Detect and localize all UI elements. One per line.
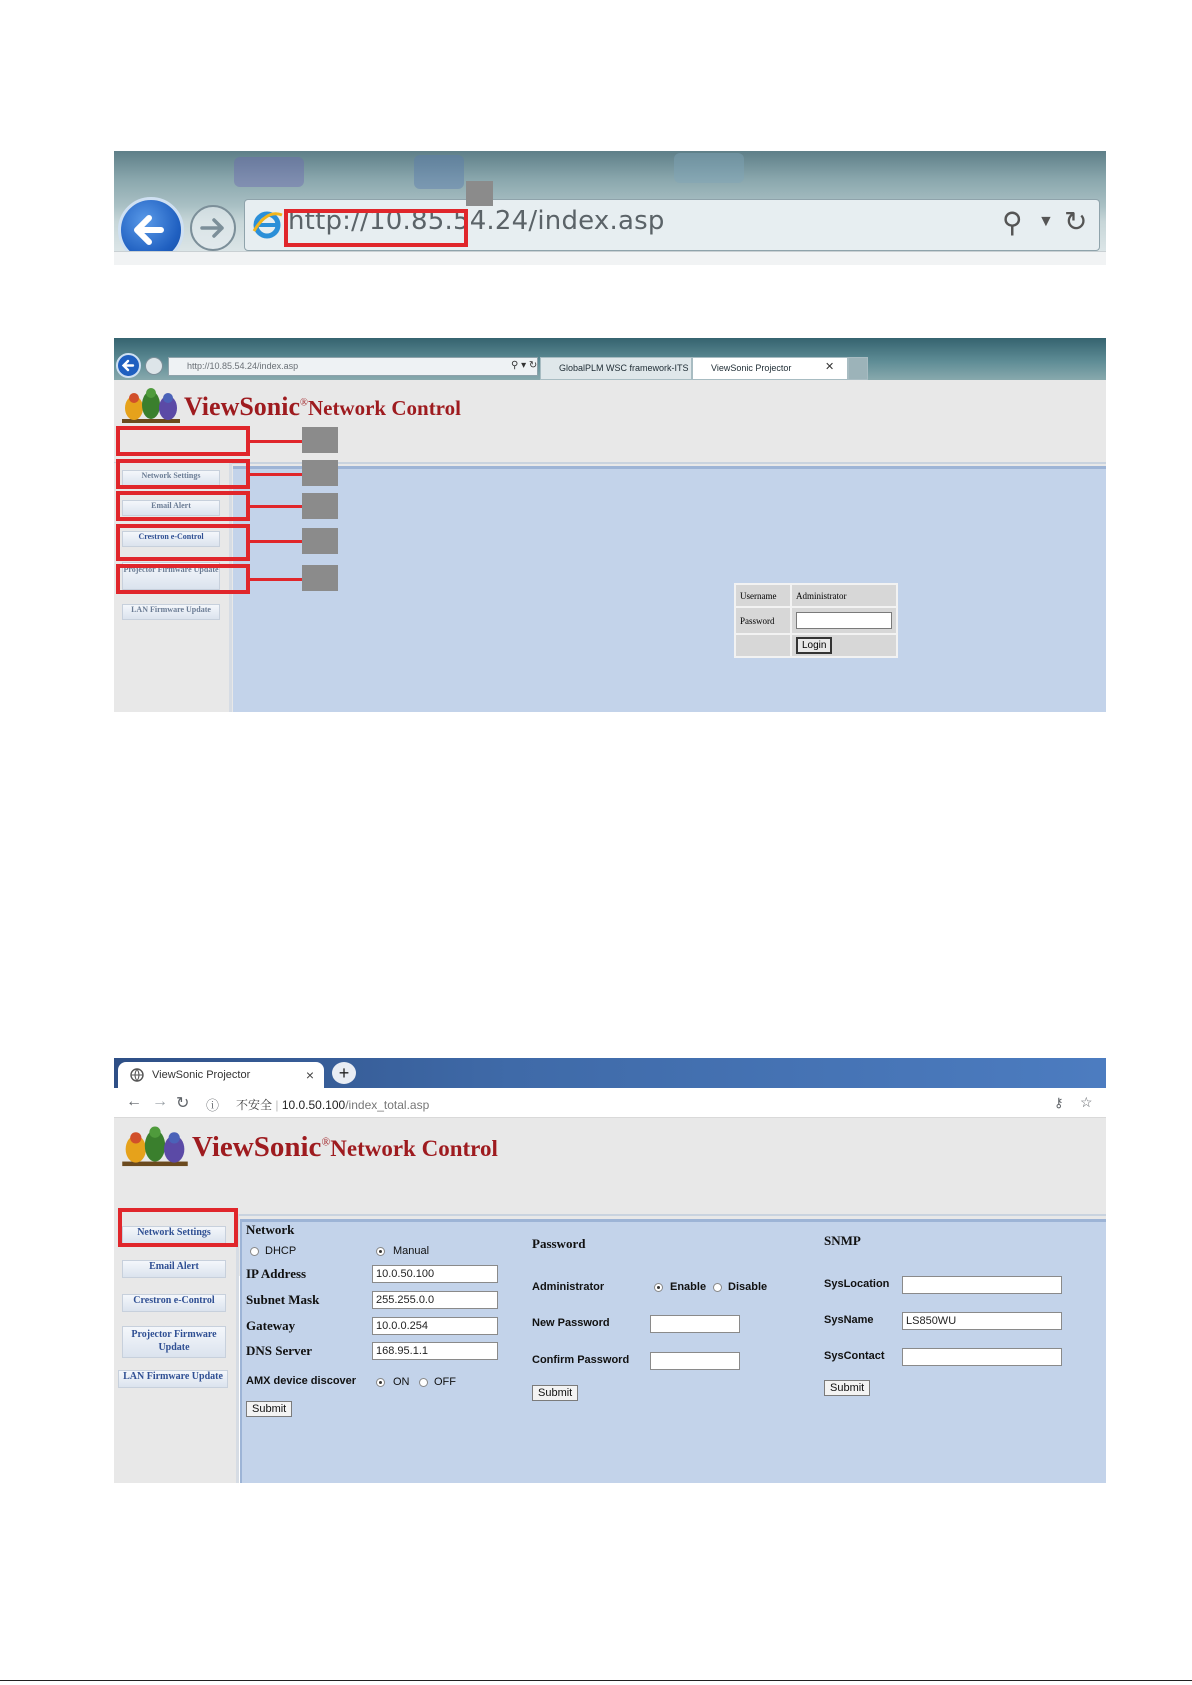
address-bar-screenshot: [114, 151, 1106, 265]
logo-brand: ViewSonic: [184, 392, 301, 421]
key-icon[interactable]: ⚷: [1054, 1095, 1064, 1110]
sidebar-item-email-alert[interactable]: Email Alert: [122, 500, 220, 516]
callout-marker: [302, 528, 338, 554]
callout-marker: [302, 565, 338, 591]
highlight-box: [116, 459, 250, 489]
forward-arrow-icon[interactable]: →: [152, 1093, 168, 1110]
back-button[interactable]: [116, 353, 141, 378]
sidebar-item-lan-firmware[interactable]: LAN Firmware Update: [118, 1370, 228, 1388]
new-tab-button[interactable]: [848, 357, 868, 380]
password-submit-button[interactable]: Submit: [532, 1385, 578, 1401]
callout-line: [250, 578, 302, 581]
reload-icon[interactable]: ↻: [176, 1095, 190, 1112]
dns-server-field[interactable]: 168.95.1.1: [372, 1342, 498, 1360]
ip-address-field[interactable]: 10.0.50.100: [372, 1265, 498, 1283]
new-password-label: New Password: [532, 1317, 610, 1329]
login-screenshot: [114, 338, 1106, 712]
url-host: http://10.85.54.24: [288, 206, 529, 236]
sidebar-item-projector-firmware[interactable]: Projector Firmware Update: [122, 1326, 226, 1358]
disable-radio[interactable]: [713, 1283, 722, 1292]
address-field[interactable]: 不安全 | 10.0.50.100/index_total.asp: [236, 1098, 430, 1112]
callout-marker: [302, 493, 338, 519]
confirm-password-field[interactable]: [650, 1352, 740, 1370]
gateway-field[interactable]: 10.0.0.254: [372, 1317, 498, 1335]
confirm-password-label: Confirm Password: [532, 1354, 630, 1366]
tab-globalplm[interactable]: GlobalPLM WSC framework-ITS: [540, 357, 692, 380]
logo-product: Network Control: [307, 396, 461, 420]
viewsonic-logo-text: [192, 1131, 498, 1164]
highlight-box: [118, 1208, 238, 1247]
address-field[interactable]: http://10.85.54.24/index.asp: [168, 357, 538, 376]
callout-line: [250, 540, 302, 543]
network-heading: Network: [246, 1222, 295, 1237]
toolbar-strip: [114, 251, 1106, 265]
logo-registered: ®: [321, 1135, 331, 1149]
snmp-submit-button[interactable]: Submit: [824, 1380, 870, 1396]
browser-toolbar: [114, 1088, 1106, 1118]
ip-highlight-box: [284, 209, 468, 247]
highlight-box: [116, 426, 250, 456]
url-path: /index.asp: [528, 206, 665, 236]
close-tab-icon[interactable]: ✕: [825, 361, 835, 373]
info-icon[interactable]: ⓘ: [206, 1098, 220, 1113]
dhcp-radio[interactable]: [250, 1247, 259, 1256]
tab-title: ViewSonic Projector: [152, 1069, 251, 1081]
tab-viewsonic[interactable]: [118, 1062, 324, 1088]
callout-line: [250, 473, 302, 476]
close-tab-icon[interactable]: ×: [305, 1067, 314, 1083]
sidebar-item-network-settings[interactable]: Network Settings: [122, 1226, 226, 1244]
manual-label: Manual: [393, 1245, 430, 1257]
forward-button[interactable]: [145, 357, 163, 375]
manual-radio[interactable]: [376, 1247, 385, 1256]
new-password-field[interactable]: [650, 1315, 740, 1333]
new-tab-button[interactable]: +: [332, 1062, 356, 1084]
search-icon[interactable]: ⚲: [1002, 207, 1023, 238]
ie-logo-icon: [250, 207, 284, 241]
syscontact-label: SysContact: [824, 1350, 885, 1362]
ip-address-label: IP Address: [246, 1266, 307, 1281]
subnet-mask-field[interactable]: 255.255.0.0: [372, 1291, 498, 1309]
network-submit-button[interactable]: Submit: [246, 1401, 292, 1417]
sidebar-item-email-alert[interactable]: Email Alert: [122, 1260, 226, 1278]
username-value: Administrator: [791, 584, 897, 607]
sidebar-item-network-settings[interactable]: Network Settings: [122, 470, 220, 486]
dhcp-label: DHCP: [265, 1245, 297, 1257]
star-icon[interactable]: ☆: [1080, 1094, 1093, 1110]
sysname-field[interactable]: LS850WU: [902, 1312, 1062, 1330]
login-form: [734, 583, 898, 658]
viewsonic-birds-logo: [120, 386, 182, 428]
syscontact-field[interactable]: [902, 1348, 1062, 1366]
main-panel: [233, 466, 1106, 712]
network-settings-screenshot: [114, 1058, 1106, 1483]
search-icon[interactable]: ⚲ ▾ ↻: [511, 360, 538, 371]
page-bottom-rule: [0, 1680, 1192, 1681]
password-input[interactable]: [796, 612, 892, 629]
highlight-box: [116, 564, 250, 594]
amx-on-radio[interactable]: [376, 1378, 385, 1387]
callout-line: [250, 505, 302, 508]
sidebar-item-crestron[interactable]: Crestron e-Control: [122, 531, 220, 547]
security-label: 不安全: [236, 1098, 273, 1112]
dns-server-label: DNS Server: [246, 1343, 313, 1358]
forward-button[interactable]: [190, 205, 236, 251]
login-button[interactable]: Login: [796, 637, 832, 654]
sidebar-item-lan-firmware[interactable]: LAN Firmware Update: [122, 604, 220, 620]
viewsonic-birds-logo: [120, 1124, 190, 1172]
callout-marker: [302, 427, 338, 453]
callout-marker: [466, 181, 493, 206]
password-heading: Password: [532, 1236, 586, 1251]
dropdown-icon[interactable]: ▼: [1038, 213, 1054, 230]
snmp-heading: SNMP: [824, 1233, 861, 1248]
sidebar-item-crestron[interactable]: Crestron e-Control: [122, 1294, 226, 1312]
amx-label: AMX device discover: [246, 1375, 357, 1387]
username-label: Username: [735, 584, 791, 607]
back-arrow-icon: [118, 355, 139, 376]
disable-label: Disable: [728, 1281, 768, 1293]
globe-icon: [130, 1068, 144, 1082]
refresh-icon[interactable]: ↻: [1064, 206, 1088, 237]
header-divider: [114, 462, 1106, 464]
sysname-label: SysName: [824, 1314, 874, 1326]
syslocation-label: SysLocation: [824, 1278, 890, 1290]
highlight-box: [116, 491, 250, 521]
amx-off-label: OFF: [434, 1376, 456, 1388]
header-divider: [114, 1214, 1106, 1216]
callout-line: [250, 440, 302, 443]
gateway-label: Gateway: [246, 1318, 296, 1333]
syslocation-field[interactable]: [902, 1276, 1062, 1294]
amx-off-radio[interactable]: [419, 1378, 428, 1387]
sidebar-item-projector-firmware[interactable]: Projector Firmware Update: [122, 562, 220, 590]
logo-registered: ®: [300, 397, 308, 409]
viewsonic-logo-text: [184, 392, 461, 422]
highlight-box: [116, 524, 250, 561]
url-path: /index_total.asp: [345, 1098, 430, 1112]
administrator-label: Administrator: [532, 1281, 605, 1293]
amx-on-label: ON: [393, 1376, 410, 1388]
callout-marker: [302, 460, 338, 486]
subnet-mask-label: Subnet Mask: [246, 1292, 320, 1307]
logo-brand: ViewSonic: [192, 1131, 322, 1163]
enable-label: Enable: [670, 1281, 707, 1293]
url-host: 10.0.50.100: [281, 1098, 346, 1112]
tab-viewsonic[interactable]: ViewSonic Projector: [692, 357, 848, 380]
back-arrow-icon[interactable]: ←: [126, 1093, 142, 1110]
logo-product: Network Control: [330, 1136, 498, 1161]
enable-radio[interactable]: [654, 1283, 663, 1292]
password-label: Password: [735, 607, 791, 634]
forward-arrow-icon: [192, 207, 234, 249]
